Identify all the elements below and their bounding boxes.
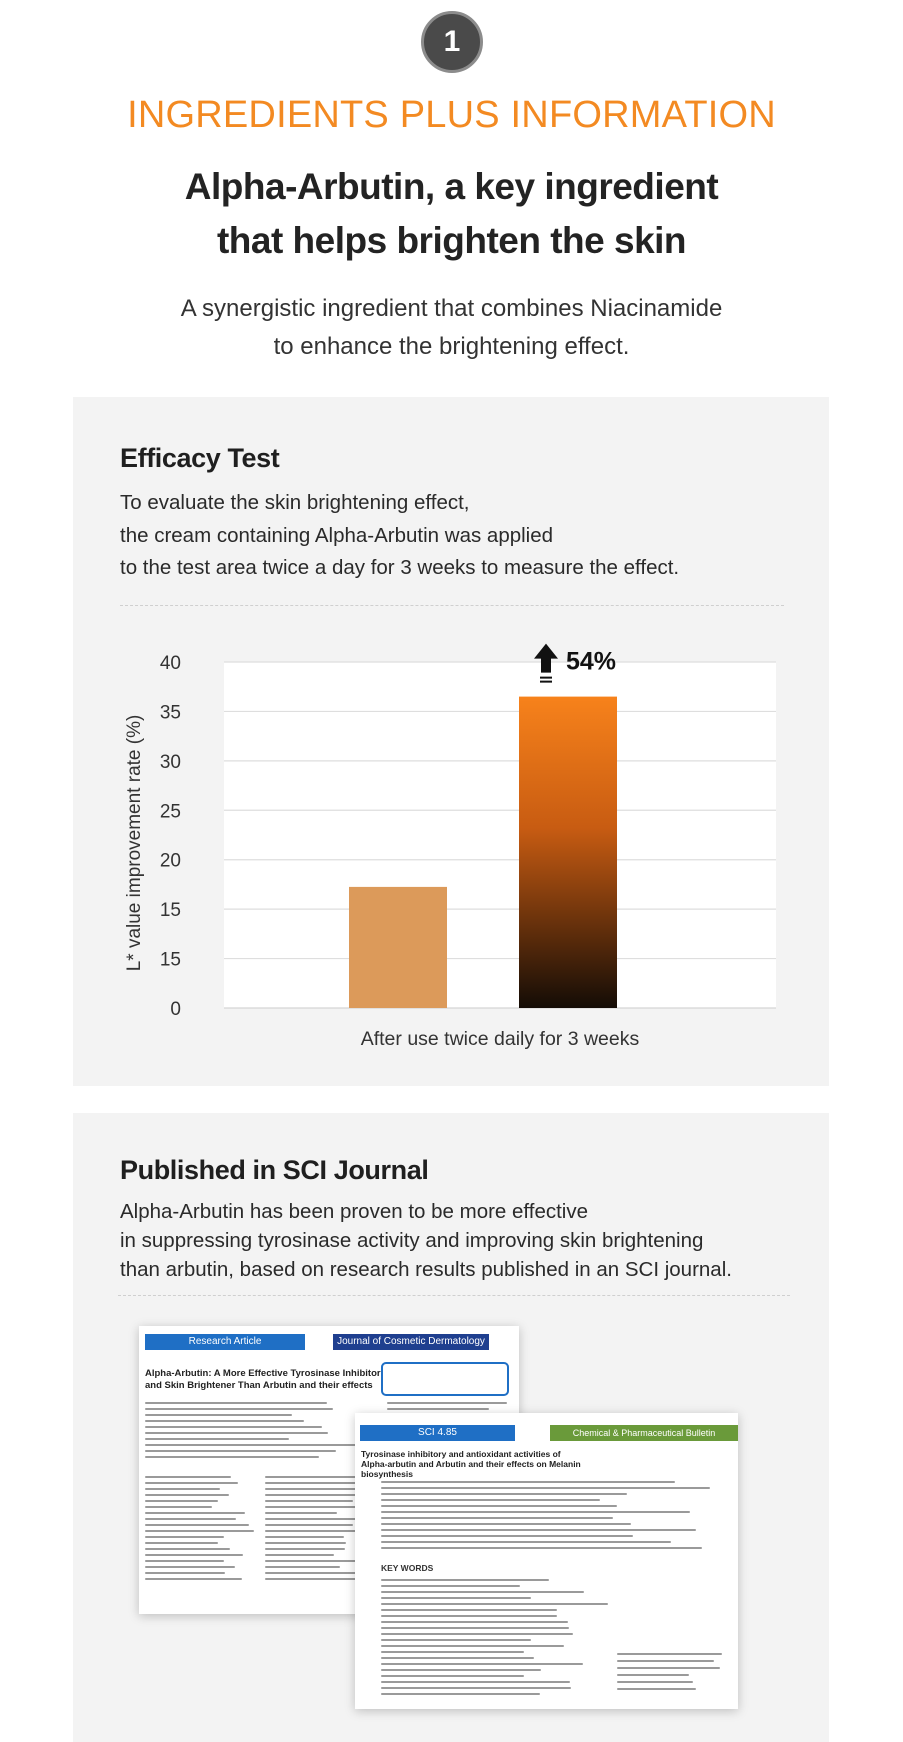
paper-text-line [617,1667,720,1669]
paper-text-line [381,1505,617,1507]
paper-text-line [145,1426,322,1428]
paper-text-line [145,1438,289,1440]
paper-text-line [145,1548,230,1550]
paper-text-line [265,1548,345,1550]
paper-text-line [265,1542,346,1544]
paper-text-line [145,1488,220,1490]
paper-text-line [381,1675,524,1677]
paper-text-line [145,1482,238,1484]
paper-text-line [381,1547,702,1549]
paper-text-line [145,1560,224,1562]
paper-text-line [145,1554,243,1556]
journal-2-name-tag: Chemical & Pharmaceutical Bulletin [550,1425,738,1441]
paper-1-title: Alpha-Arbutin: A More Effective Tyrosinase Inhibitor and Skin Brightener Than Arbutin and their effects [145,1368,381,1391]
paper-text-line [381,1627,569,1629]
paper-text-line [381,1633,573,1635]
paper-2-title: Tyrosinase inhibitory and antioxidant activities of Alpha-arbutin and Arbutin and their effects on Melanin biosynthesis [361,1449,581,1479]
subheadline-line-1: A synergistic ingredient that combines Niacinamide [180,295,723,322]
paper-text-line [145,1512,245,1514]
sci-impact-tag: SCI 4.85 [360,1425,515,1441]
paper-text-line [145,1450,336,1452]
y-tick-label: 15 [159,900,181,922]
paper-text-line [381,1511,690,1513]
paper-text-line [145,1578,242,1580]
sci-line-3: than arbutin, based on research results published in an SCI journal. [120,1258,732,1281]
page-subheadline [0,290,903,366]
paper-text-line [381,1645,564,1647]
step-number-badge: 1 [421,11,483,73]
y-tick-label: 0 [170,999,181,1020]
paper-text-line [145,1408,333,1410]
paper-text-line [381,1669,541,1671]
improvement-label: 54% [566,647,617,676]
sci-line-1: Alpha-Arbutin has been proven to be more effective [120,1200,588,1223]
paper-text-line [381,1609,557,1611]
headline-line-2: that helps brighten the skin [216,220,687,261]
paper-text-line [381,1499,600,1501]
paper-text-line [381,1693,540,1695]
paper-text-line [381,1493,627,1495]
paper-text-line [617,1660,714,1662]
y-axis-label: L* value improvement rate (%) [124,714,145,972]
sci-divider [118,1295,790,1296]
paper-text-line [145,1518,236,1520]
paper-text-line [145,1456,319,1458]
sci-line-2: in suppressing tyrosinase activity and improving skin brightening [120,1229,704,1252]
paper-text-line [265,1524,353,1526]
paper-text-line [381,1535,633,1537]
paper-text-line [381,1523,631,1525]
paper-text-line [381,1597,531,1599]
x-axis-label: After use twice daily for 3 weeks [360,1028,640,1050]
paper-text-line [265,1560,361,1562]
y-tick-label: 20 [159,850,181,872]
paper-text-line [145,1414,292,1416]
paper-text-line [617,1674,689,1676]
efficacy-line-3: to the test area twice a day for 3 weeks to measure the effect. [120,556,680,579]
paper-text-line [265,1488,364,1490]
bar-after [519,697,617,1008]
paper-text-line [381,1651,524,1653]
paper-text-line [265,1530,365,1532]
paper-text-line [381,1603,608,1605]
paper-text-line [145,1476,231,1478]
paper-text-line [387,1402,507,1404]
headline-line-1: Alpha-Arbutin, a key ingredient [184,166,719,207]
paper-text-line [617,1681,693,1683]
paper-text-line [265,1572,359,1574]
paper-text-line [381,1579,549,1581]
sci-title: Published in SCI Journal [120,1155,429,1185]
journal-paper-2 [355,1413,738,1709]
paper-text-line [145,1566,235,1568]
section-eyebrow: INGREDIENTS PLUS INFORMATION [127,94,776,136]
paper-text-line [145,1530,254,1532]
y-tick-label: 40 [159,653,181,674]
paper-text-line [617,1653,722,1655]
plot-area [224,662,776,1008]
efficacy-chart [73,397,829,1086]
paper-text-line [145,1524,249,1526]
paper-text-line [145,1432,328,1434]
y-tick-label: 15 [159,949,181,971]
research-article-tag: Research Article [145,1334,305,1350]
paper-text-line [381,1621,568,1623]
paper-text-line [265,1482,360,1484]
paper-text-line [145,1572,225,1574]
paper-text-line [381,1481,675,1483]
page-headline [0,160,903,268]
paper-text-line [145,1542,218,1544]
paper-text-line [265,1554,334,1556]
journal-stamp [381,1362,509,1396]
bar-before [349,887,447,1008]
paper-text-line [381,1687,571,1689]
y-tick-label: 25 [159,801,181,823]
sci-panel [73,1113,829,1742]
paper-text-line [265,1566,340,1568]
paper-text-line [145,1444,362,1446]
efficacy-line-2: the cream containing Alpha-Arbutin was applied [120,523,554,547]
sci-description [120,1197,732,1284]
efficacy-title: Efficacy Test [120,443,280,473]
paper-text-line [145,1494,229,1496]
y-tick-label: 30 [159,751,181,773]
paper-text-line [265,1506,366,1508]
paper-text-line [265,1500,353,1502]
paper-text-line [265,1512,337,1514]
paper-text-line [145,1402,327,1404]
paper-text-line [381,1541,671,1543]
paper-text-line [145,1536,224,1538]
paper-text-line [381,1615,557,1617]
journal-name-tag: Journal of Cosmetic Dermatology [333,1334,489,1350]
paper-text-line [381,1591,584,1593]
paper-text-line [381,1529,696,1531]
paper-text-line [381,1681,570,1683]
paper-text-line [145,1506,212,1508]
paper-text-line [381,1639,531,1641]
paper-text-line [381,1657,534,1659]
paper-text-line [265,1536,344,1538]
paper-2-keywords: KEY WORDS [381,1563,434,1573]
paper-text-line [381,1663,583,1665]
y-tick-label: 35 [159,702,181,724]
paper-text-line [381,1517,613,1519]
paper-text-line [617,1688,696,1690]
paper-text-line [145,1420,304,1422]
paper-text-line [381,1585,520,1587]
paper-text-line [381,1487,710,1489]
efficacy-line-1: To evaluate the skin brightening effect, [120,491,470,514]
subheadline-line-2: to enhance the brightening effect. [273,333,630,360]
efficacy-panel [73,397,829,1086]
paper-text-line [145,1500,218,1502]
paper-text-line [387,1408,489,1410]
